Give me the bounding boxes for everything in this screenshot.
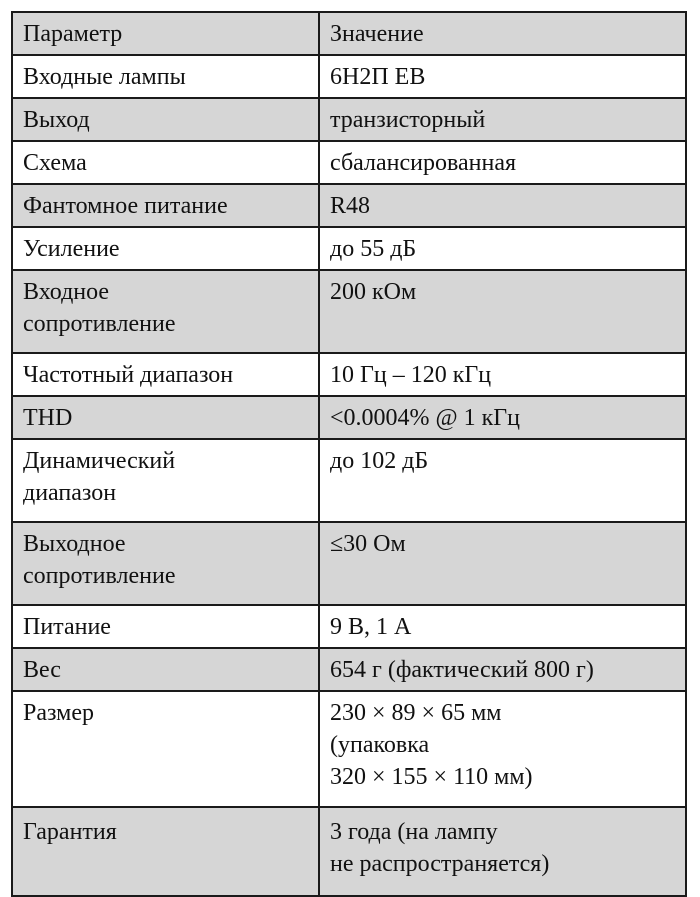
param-cell: Входное сопротивление: [12, 270, 319, 353]
value-cell: 6Н2П ЕВ: [319, 55, 686, 98]
table-row: [12, 648, 686, 691]
param-cell: Размер: [12, 691, 319, 807]
table-row: [12, 439, 686, 522]
table-row: [12, 55, 686, 98]
value-cell: 230 × 89 × 65 мм (упаковка 320 × 155 × 110 мм): [319, 691, 686, 807]
table-row: [12, 605, 686, 648]
table-row: [12, 141, 686, 184]
table-row: [12, 353, 686, 396]
spec-table: [11, 11, 687, 897]
param-cell: Питание: [12, 605, 319, 648]
table-row: [12, 522, 686, 605]
param-cell: Усиление: [12, 227, 319, 270]
param-cell: Динамический диапазон: [12, 439, 319, 522]
value-cell: 654 г (фактический 800 г): [319, 648, 686, 691]
value-cell: до 55 дБ: [319, 227, 686, 270]
table-row: [12, 227, 686, 270]
param-cell: Вес: [12, 648, 319, 691]
table-header-row: [12, 12, 686, 55]
table-row: [12, 98, 686, 141]
param-cell: THD: [12, 396, 319, 439]
value-cell: до 102 дБ: [319, 439, 686, 522]
value-cell: <0.0004% @ 1 кГц: [319, 396, 686, 439]
param-cell: Схема: [12, 141, 319, 184]
value-cell: R48: [319, 184, 686, 227]
table-row: [12, 807, 686, 896]
value-cell: 9 В, 1 А: [319, 605, 686, 648]
value-cell: 200 кОм: [319, 270, 686, 353]
param-cell: Выходное сопротивление: [12, 522, 319, 605]
table-row: [12, 184, 686, 227]
value-cell: 10 Гц – 120 кГц: [319, 353, 686, 396]
param-cell: Частотный диапазон: [12, 353, 319, 396]
value-cell: транзисторный: [319, 98, 686, 141]
table-row: [12, 270, 686, 353]
header-param-cell: Параметр: [12, 12, 319, 55]
param-cell: Входные лампы: [12, 55, 319, 98]
value-cell: сбалансированная: [319, 141, 686, 184]
param-cell: Выход: [12, 98, 319, 141]
value-cell: ≤30 Ом: [319, 522, 686, 605]
table-row: [12, 691, 686, 807]
param-cell: Фантомное питание: [12, 184, 319, 227]
param-cell: Гарантия: [12, 807, 319, 896]
table-row: [12, 396, 686, 439]
value-cell: 3 года (на лампу не распространяется): [319, 807, 686, 896]
header-value-cell: Значение: [319, 12, 686, 55]
